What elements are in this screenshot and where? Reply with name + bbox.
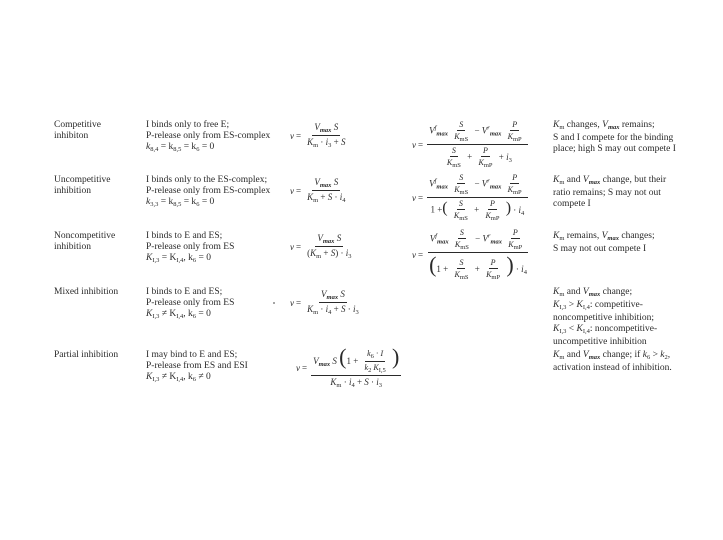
inhibition-type xyxy=(54,350,134,361)
description-line: I binds to E and ES; xyxy=(146,287,223,297)
type-label: Uncompetitive xyxy=(54,175,111,185)
rate-condition: $K_{I,3} \ne K_{I,4}$, $k_6 \ne 0$ xyxy=(146,372,211,383)
rate-condition: $K_{I,3} = K_{I,4}$, $k_6 = 0$ xyxy=(146,253,212,264)
rate-condition: $K_{I,3} \ne K_{I,4}$, $k_6 = 0$ xyxy=(146,309,211,320)
kinetic-effect-note: $K_m$ and $V_{max}$ change; if $k_6 > k_2$, activation instead of inhibition. xyxy=(553,350,672,373)
rate-condition: $k_{8,4} = k_{8,5} = k_6 = 0$ xyxy=(146,142,215,153)
irreversible-rate-equation: v = $\frac{V_{max} S}{K_m \cdot i_3 + S}$ xyxy=(290,122,346,149)
description-line: P-release only from ES-complex xyxy=(146,186,271,196)
mechanism-description xyxy=(146,350,286,385)
type-label: inhibition xyxy=(54,242,91,252)
description-line: P-release only from ES xyxy=(146,242,235,252)
description-line: P-release only from ES-complex xyxy=(146,131,271,141)
rate-condition: $k_{3,3} = k_{8,5} = k_6 = 0$ xyxy=(146,197,215,208)
mechanism-description xyxy=(146,231,286,266)
description-line: I binds only to free E; xyxy=(146,120,230,130)
irreversible-rate-equation: v = $\frac{V_{max} S}{(K_m + S) \cdot i_3}$ xyxy=(290,233,352,260)
mechanism-description xyxy=(146,175,286,210)
type-label: inhibiton xyxy=(54,131,89,141)
irreversible-rate-equation: v = $V_{max}$ S (1 + $\frac{k_6 \cdot I}{k_2 K_{I,5}}$ ) $K_m \cdot i_4 + S \cdot i_3$ xyxy=(296,344,400,390)
inhibition-table xyxy=(0,100,720,390)
kinetic-effect-note: $K_m$ remains, $V_{max}$ changes; S may not out compete I xyxy=(553,231,655,254)
kinetic-effect-note: $K_m$ changes, $V_{max}$ remains; S and I compete for the binding place; high S may out compete I xyxy=(553,120,676,154)
scan-speck xyxy=(273,302,275,304)
inhibition-type xyxy=(54,120,134,142)
type-label: inhibition xyxy=(54,186,91,196)
description-line: P-release only from ES xyxy=(146,298,235,308)
reversible-rate-equation: v = $V^f_{max}$ $\frac{S}{K_{mS}}$ − $V^r_{max}$ $\frac{P}{K_{mP}}$ $\frac{S}{K_{mS}}$ + $\frac{P}{K_{mP}}$ + $i_3$ xyxy=(412,120,550,169)
mechanism-description xyxy=(146,287,286,322)
irreversible-rate-equation: v = $\frac{V_{max} S}{K_m + S \cdot i_4}$ xyxy=(290,177,346,204)
inhibition-type xyxy=(54,175,134,197)
type-label: Noncompetitive xyxy=(54,231,116,241)
type-label: Mixed inhibition xyxy=(54,287,119,297)
description-line: I binds to E and ES; xyxy=(146,231,223,241)
description-line: I may bind to E and ES; xyxy=(146,350,238,360)
kinetic-effect-note: $K_m$ and $V_{max}$ change; $K_{I,3} > K_{I,4}$: competitive- noncompetitive inhibition; $K_{I,3} < K_{I,4}$: noncompetitive- uncompetitive inhibition xyxy=(553,287,658,347)
type-label: Competitive xyxy=(54,120,101,130)
inhibition-type xyxy=(54,287,134,298)
reversible-rate-equation: v = $V^f_{max}$ $\frac{S}{K_{mS}}$ − $V^r_{max}$ $\frac{P}{K_{mP}}$ (1 + $\frac{S}{K_{mS}}$ + $\frac{P}{K_{mP}}$ ) · $i_4$ xyxy=(412,228,527,282)
inhibition-type xyxy=(54,231,134,253)
kinetic-effect-note: $K_m$ and $V_{max}$ change, but their ratio remains; S may not out compete I xyxy=(553,175,667,209)
description-line: P-release from ES and ESI xyxy=(146,361,248,371)
type-label: Partial inhibition xyxy=(54,350,119,360)
mechanism-description xyxy=(146,120,286,155)
reversible-rate-equation: v = $V^f_{max}$ $\frac{S}{K_{mS}}$ − $V^r_{max}$ $\frac{P}{K_{mP}}$ 1 +( $\frac{S}{K_{mS}}$ + $\frac{P}{K_{mP}}$ ) · $i_4$ xyxy=(412,173,550,222)
description-line: I binds only to the ES-complex; xyxy=(146,175,268,185)
irreversible-rate-equation: v = $\frac{V_{max} S}{K_m \cdot i_4 + S \cdot i_3}$ xyxy=(290,289,359,316)
